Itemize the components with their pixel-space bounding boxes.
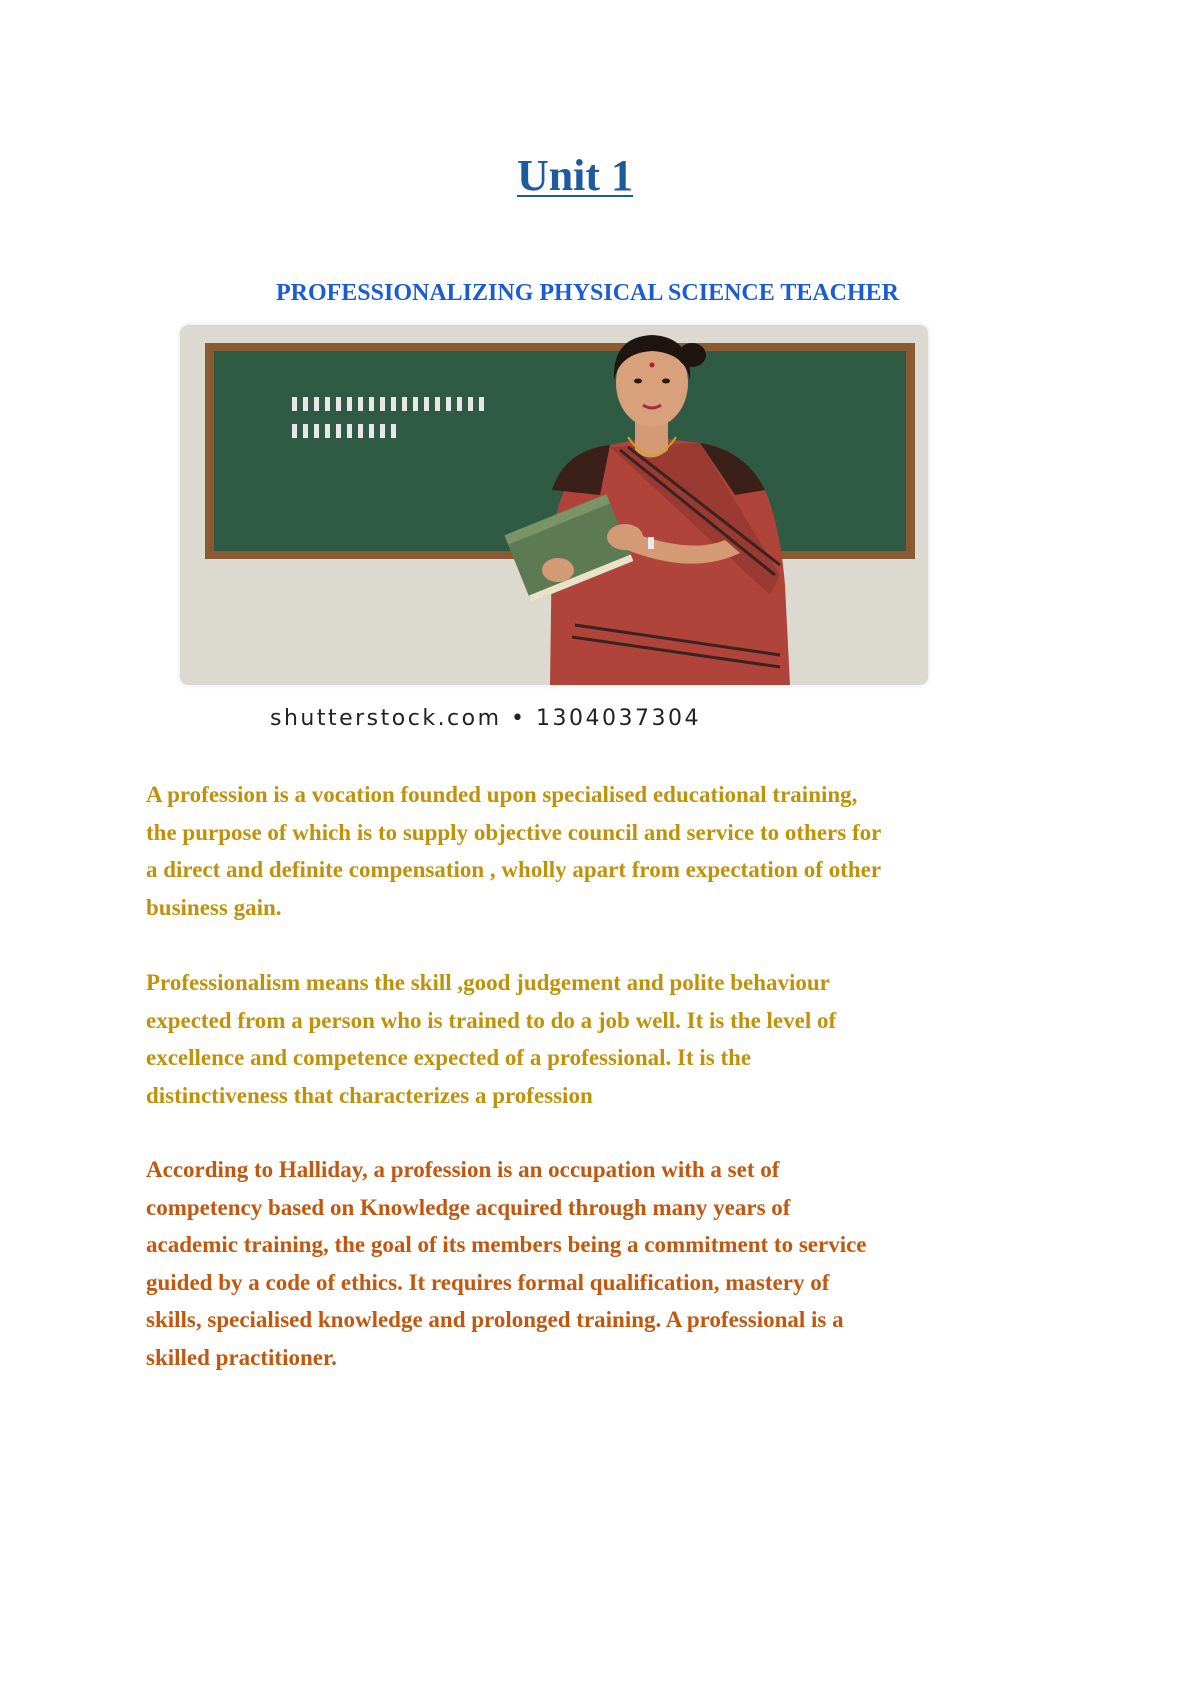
paragraph-line: academic training, the goal of its members being a commitment to service <box>146 1232 867 1257</box>
document-subtitle: PROFESSIONALIZING PHYSICAL SCIENCE TEACHER <box>275 280 900 306</box>
teacher-illustration <box>180 325 928 685</box>
paragraph-halliday-definition <box>146 1151 1076 1376</box>
paragraph-line: A profession is a vocation founded upon specialised educational training, <box>146 782 858 807</box>
paragraph-line: excellence and competence expected of a professional. It is the <box>146 1045 752 1070</box>
image-watermark: shutterstock.com • 1304037304 <box>270 706 701 731</box>
paragraph-line: a direct and definite compensation , wholly apart from expectation of other <box>146 857 882 882</box>
paragraph-line: skilled practitioner. <box>146 1344 337 1370</box>
paragraph-line: guided by a code of ethics. It requires formal qualification, mastery of <box>146 1269 830 1295</box>
paragraph-line: skills, specialised knowledge and prolonged training. A professional is a <box>146 1307 844 1332</box>
paragraph-professionalism <box>146 964 1076 1114</box>
paragraph-profession-definition <box>146 776 1076 926</box>
paragraph-line: Professionalism means the skill ,good judgement and polite behaviour <box>146 970 830 995</box>
teacher-at-chalkboard-icon <box>180 325 928 685</box>
unit-title: Unit 1 <box>516 151 634 200</box>
paragraph-line: business gain. <box>146 894 282 920</box>
paragraph-line: expected from a person who is trained to do a job well. It is the level of <box>146 1007 837 1033</box>
paragraph-line: the purpose of which is to supply objective council and service to others for <box>146 819 882 845</box>
paragraph-line: competency based on Knowledge acquired through many years of <box>146 1194 791 1220</box>
paragraph-line: distinctiveness that characterizes a profession <box>146 1082 593 1108</box>
paragraph-line: According to Halliday, a profession is an occupation with a set of <box>146 1157 780 1182</box>
